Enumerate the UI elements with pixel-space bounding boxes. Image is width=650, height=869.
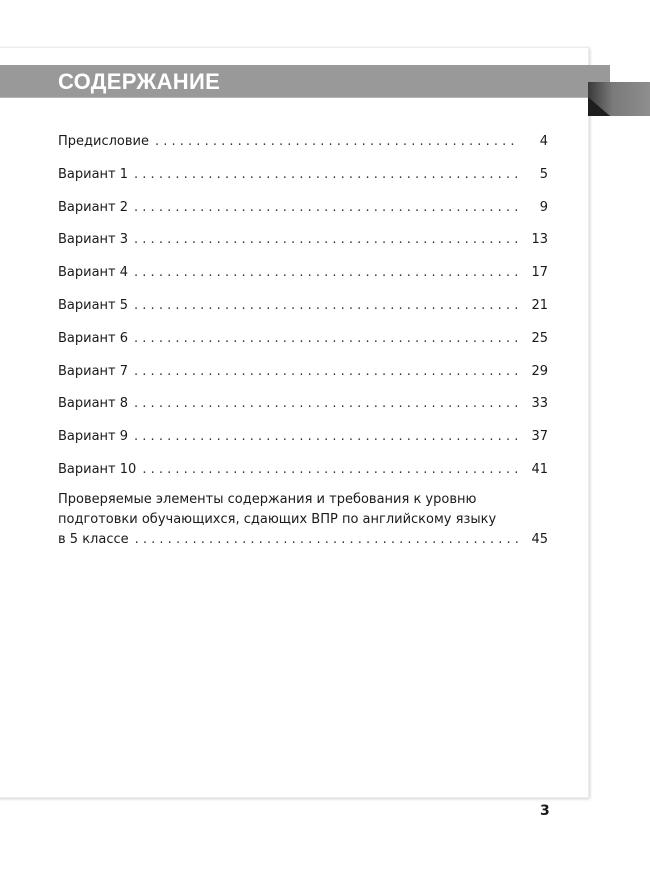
leader-dots (134, 298, 518, 313)
toc-entry-page: 33 (531, 396, 548, 412)
leader-dots (155, 134, 518, 149)
leader-dots (134, 396, 518, 411)
toc-entry-page: 29 (531, 363, 548, 379)
page-title: СОДЕРЖАНИЕ (58, 69, 221, 94)
toc-entry-page: 13 (531, 232, 548, 248)
page-number: 3 (540, 803, 550, 819)
toc-entry-page: 41 (531, 461, 548, 477)
toc-entry-page: 37 (531, 429, 548, 445)
toc-entry[interactable] (58, 396, 548, 429)
toc-entry-label: Вариант 2 (58, 199, 129, 215)
leader-dots (135, 530, 518, 550)
toc-entry-label: Вариант 4 (58, 265, 129, 281)
toc-entry-label: Вариант 9 (58, 429, 129, 445)
toc-entry[interactable] (58, 490, 548, 550)
toc-entry-page: 21 (531, 297, 548, 313)
toc-entry-label: Вариант 8 (58, 396, 129, 412)
leader-dots (134, 429, 518, 444)
toc-entry[interactable] (58, 232, 548, 265)
toc-entry-label: в 5 классе (58, 531, 129, 547)
toc-entry-label: Предисловие (58, 134, 149, 149)
toc-entry-page: 5 (539, 166, 548, 182)
leader-dots (134, 167, 518, 182)
toc-entry-page: 9 (539, 199, 548, 215)
leader-dots (134, 331, 518, 346)
toc-entry-page: 17 (531, 265, 548, 281)
toc-entry[interactable] (58, 331, 548, 364)
toc-entry-label: подготовки обучающихся, сдающих ВПР по английскому языку (58, 511, 497, 527)
section-header-bar (0, 65, 610, 98)
toc-entry[interactable] (58, 265, 548, 298)
leader-dots (134, 364, 518, 379)
toc-entry[interactable] (58, 429, 548, 462)
edge-tab-fold (588, 97, 610, 116)
toc-entry-label: Вариант 10 (58, 461, 137, 477)
toc-entry-page: 4 (539, 134, 548, 149)
toc-entry-label: Вариант 3 (58, 232, 129, 248)
toc-entry[interactable] (58, 134, 548, 167)
toc-entry-label: Проверяемые элементы содержания и требования к уровню (58, 491, 477, 507)
toc-entry-label: Вариант 1 (58, 166, 129, 182)
toc-entry[interactable] (58, 298, 548, 331)
toc-entry[interactable] (58, 364, 548, 397)
toc-entry-page: 45 (531, 531, 548, 547)
toc-entry[interactable] (58, 167, 548, 200)
toc-entry[interactable] (58, 200, 548, 233)
leader-dots (134, 265, 518, 280)
leader-dots (134, 232, 518, 247)
leader-dots (134, 200, 518, 215)
toc-entry-label: Вариант 7 (58, 363, 129, 379)
toc-entry-page: 25 (531, 330, 548, 346)
toc-entry-label: Вариант 5 (58, 297, 129, 313)
toc-entry-label: Вариант 6 (58, 330, 129, 346)
leader-dots (142, 462, 518, 477)
table-of-contents (58, 134, 548, 550)
